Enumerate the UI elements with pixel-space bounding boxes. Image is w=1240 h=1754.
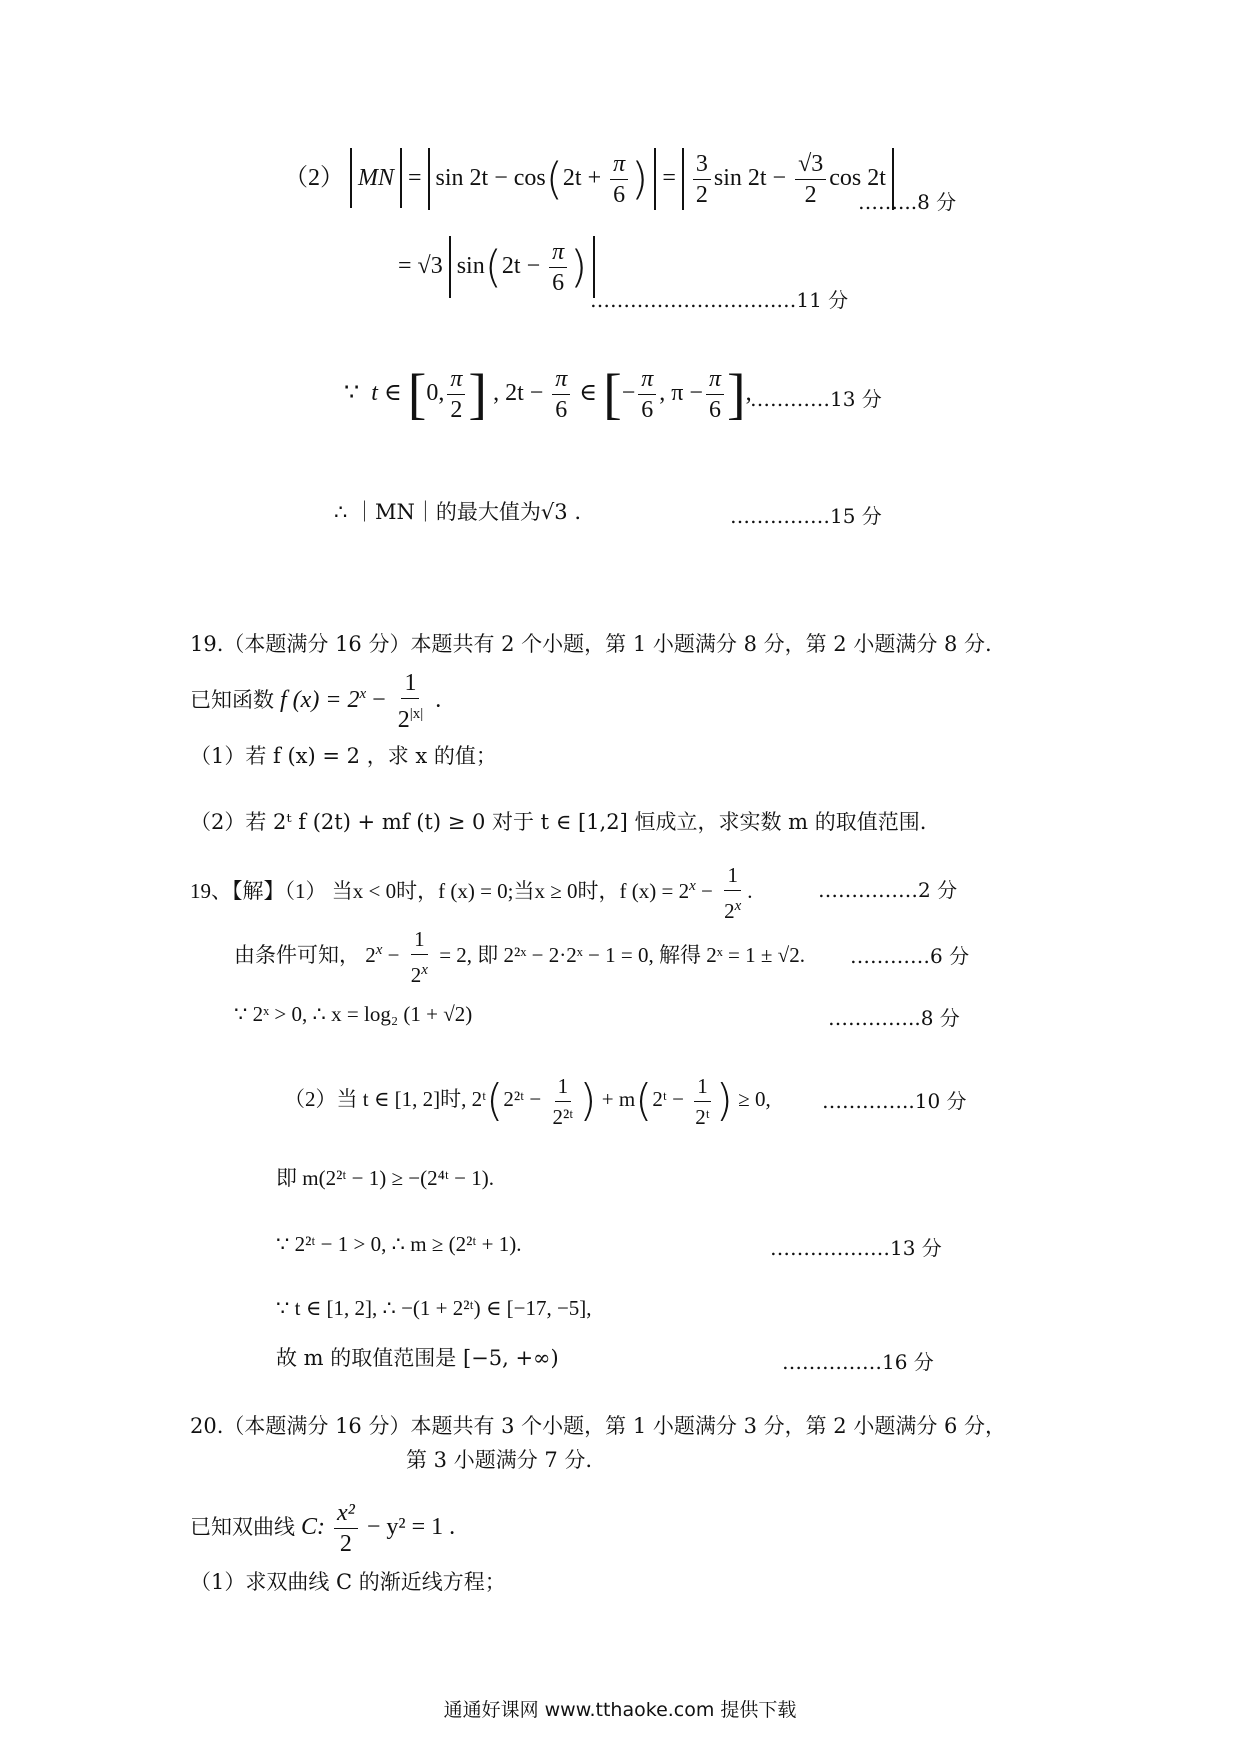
score-2: ……………2 分: [818, 878, 958, 902]
q20-header-line2: 第 3 小题满分 7 分.: [406, 1448, 593, 1472]
sol19-step2: 由条件可知， 2$^x$ − $\frac{1}{2^x}$ = 2, 即 2²ˣ − 2·2ˣ − 1 = 0, 解得 2ˣ = 1 ± √2.: [234, 920, 805, 980]
sol19-step5: 即 m(2²ᵗ − 1) ≥ −(2⁴ᵗ − 1).: [276, 1166, 495, 1190]
score-8b: …………..8 分: [828, 1006, 960, 1030]
eq-line-mn: （2） MN = sin 2t − cos(2t + $\frac{\pi}{6}$ ) = $\frac{3}{2}$ sin 2t − $\frac{√3}{2}$ cos 2t: [284, 148, 894, 208]
q19-given: 已知函数 f $(x) = 2^x$ − $\frac{1}{2^{|x|}}$ .: [190, 669, 442, 733]
score-10: …………..10 分: [822, 1089, 967, 1113]
score-8: ……...8 分: [858, 190, 957, 214]
sol19-step4: （2）当 t ∈ [1, 2]时, 2ᵗ(2²ᵗ − $\frac{1}{\text{2²ᵗ}}$ ) + m(2ᵗ − $\frac{1}{\text{2ᵗ}}$ ) ≥ 0,: [284, 1064, 771, 1134]
eq-line-sqrt3-sin: = √3 sin(2t − $\frac{\pi}{6}$ ): [398, 236, 595, 296]
sol19-step1: 19、【解】（1） 当x < 0时，f (x) = 0;当x ≥ 0时，f $(x) = 2^x$ − $\frac{1}{2^x}$ .: [190, 856, 753, 916]
abs-expr-2: $\frac{3}{2}$ sin 2t − $\frac{√3}{2}$ cos 2t: [682, 148, 894, 210]
q20-given: 已知双曲线 C: $\frac{\text{x²}}{2}$ − y² = 1 .: [190, 1499, 456, 1557]
page-footer: 通通好课网 www.tthaoke.com 提供下载: [443, 1699, 797, 1721]
sol19-step8: 故 m 的取值范围是 [−5, +∞): [276, 1346, 559, 1370]
score-13b: ………………13 分: [770, 1236, 942, 1260]
score-16: ……………16 分: [782, 1350, 934, 1374]
q20-part1: （1）求双曲线 C 的渐近线方程；: [190, 1570, 506, 1594]
score-6: …………6 分: [850, 944, 970, 968]
sol19-step6: ∵ 2²ᵗ − 1 > 0, ∴ m ≥ (2²ᵗ + 1).: [276, 1232, 522, 1256]
score-15: ……………15 分: [730, 504, 882, 528]
sol19-step3: ∵ 2ˣ > 0, ∴ x = log₂ (1 + √2): [234, 1002, 473, 1026]
score-11: ……………………….…11 分: [590, 288, 849, 312]
sol19-step7: ∵ t ∈ [1, 2], ∴ −(1 + 2²ᵗ) ∈ [−17, −5],: [276, 1296, 592, 1320]
abs-expr-1: sin 2t − cos(2t + $\frac{\pi}{6}$ ): [428, 148, 657, 210]
q20-header-line1: 20.（本题满分 16 分）本题共有 3 个小题，第 1 小题满分 3 分，第 2 小题满分 6 分，: [190, 1414, 1007, 1438]
conclusion-max-mn: ∴ ｜MN｜的最大值为√3 .: [334, 500, 582, 524]
q19-part2: （2）若 2ᵗ f (2t) + mf (t) ≥ 0 对于 t ∈ [1,2] 恒成立，求实数 m 的取值范围.: [190, 810, 927, 834]
frac-pi-6: $\frac{\pi}{6}$: [610, 149, 628, 210]
q19-header: 19.（本题满分 16 分）本题共有 2 个小题，第 1 小题满分 8 分，第 2 小题满分 8 分.: [190, 632, 992, 656]
eq-line-range: ∵ t ∈ [0, $\frac{\pi}{2}$ ] , 2t − $\frac{\pi}{6}$ ∈ [− $\frac{\pi}{6}$ , π − $\frac{\pi}{6}$ ],: [344, 363, 752, 426]
q19-part1: （1）若 f (x) = 2 ，求 x 的值；: [190, 744, 497, 768]
abs-mn: MN: [350, 148, 402, 208]
score-13a: …………13 分: [750, 387, 882, 411]
